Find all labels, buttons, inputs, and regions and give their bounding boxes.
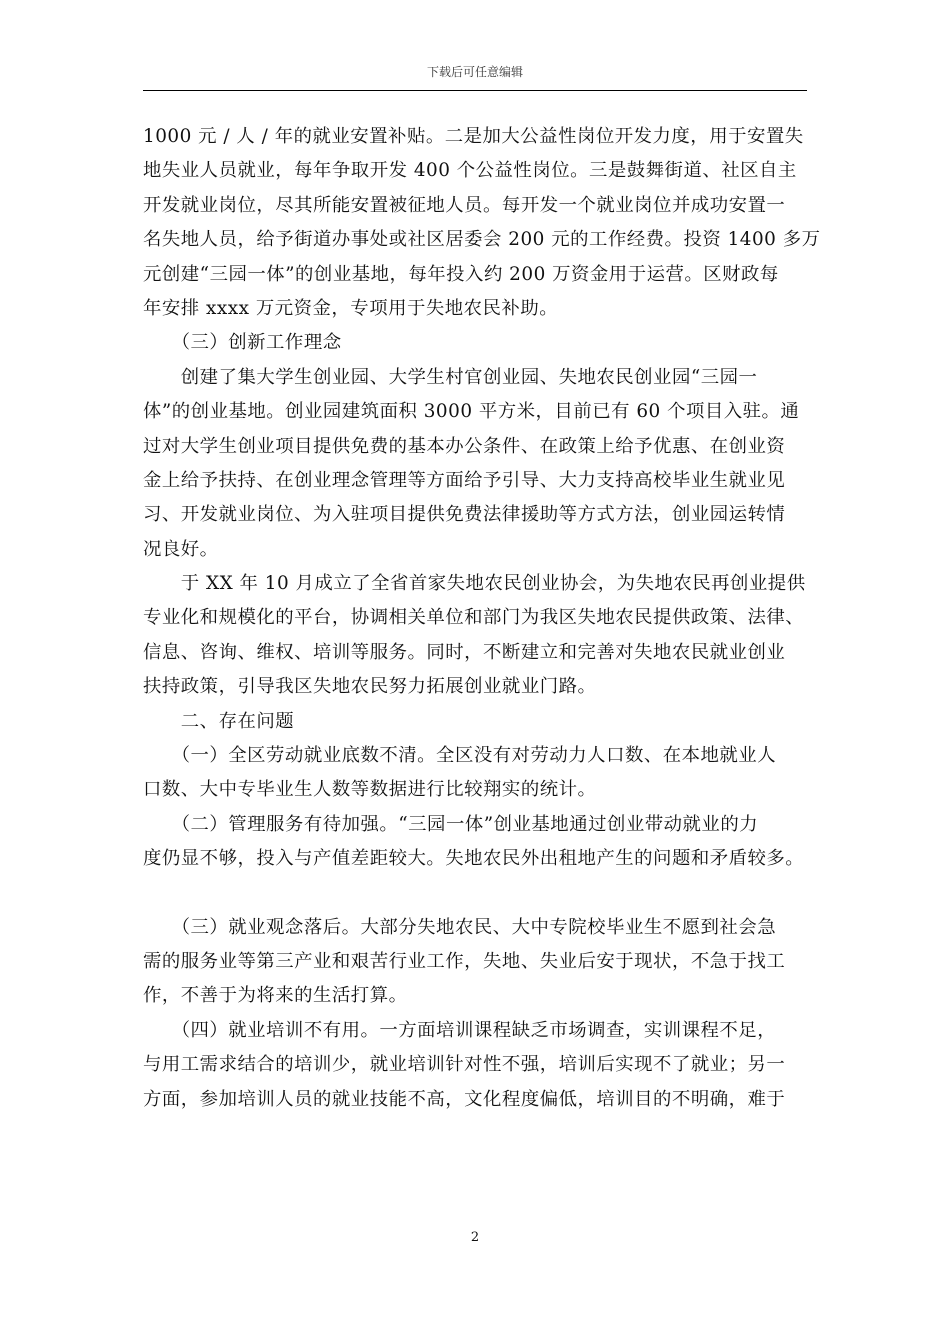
text-line: 体”的创业基地。创业园建筑面积 3000 平方米，目前已有 60 个项目入驻。通: [143, 401, 800, 423]
text-line: 元创建“三园一体”的创业基地，每年投入约 200 万资金用于运营。区财政每: [143, 263, 779, 285]
text-line: 开发就业岗位，尽其所能安置被征地人员。每开发一个就业岗位并成功安置一: [143, 194, 786, 216]
text-line: 方面，参加培训人员的就业技能不高，文化程度偏低，培训目的不明确，难于: [143, 1088, 786, 1110]
page-header: 下载后可任意编辑: [426, 65, 523, 79]
text-line: 信息、咨询、维权、培训等服务。同时，不断建立和完善对失地农民就业创业: [143, 641, 786, 663]
text-line: 于 XX 年 10 月成立了全省首家失地农民创业协会，为失地农民再创业提供: [143, 573, 806, 595]
text-line: 创建了集大学生创业园、大学生村官创业园、失地农民创业园“三园一: [143, 366, 758, 388]
text-line: 作，不善于为将来的生活打算。: [143, 985, 408, 1007]
page-number: 2: [470, 1230, 480, 1245]
text-line: 况良好。: [143, 538, 219, 560]
text-line: （一）全区劳动就业底数不清。全区没有对劳动力人口数、在本地就业人: [143, 745, 777, 767]
text-line: （三）就业观念落后。大部分失地农民、大中专院校毕业生不愿到社会急: [143, 916, 777, 938]
text-line: 专业化和规模化的平台，协调相关单位和部门为我区失地农民提供政策、法律、: [143, 607, 805, 629]
text-line: （二）管理服务有待加强。“三园一体”创业基地通过创业带动就业的力: [143, 813, 759, 835]
text-line: 需的服务业等第三产业和艰苦行业工作，失地、失业后安于现状，不急于找工: [143, 950, 786, 972]
text-line: 过对大学生创业项目提供免费的基本办公条件、在政策上给予优惠、在创业资: [143, 435, 786, 457]
text-line: 金上给予扶持、在创业理念管理等方面给予引导、大力支持高校毕业生就业见: [143, 469, 786, 491]
blank-line: [143, 877, 807, 911]
header-divider: [143, 90, 807, 91]
document-body: [143, 120, 821, 1117]
text-line: 地失业人员就业，每年争取开发 400 个公益性岗位。三是鼓舞街道、社区自主: [143, 160, 797, 182]
text-line: 1000 元 / 人 / 年的就业安置补贴。二是加大公益性岗位开发力度，用于安置失: [143, 126, 804, 147]
text-line: 扶持政策，引导我区失地农民努力拓展创业就业门路。: [143, 676, 597, 698]
text-line: 习、开发就业岗位、为入驻项目提供免费法律援助等方式方法，创业园运转情: [143, 504, 786, 526]
text-line: （四）就业培训不有用。一方面培训课程缺乏市场调查，实训课程不足，: [143, 1019, 777, 1041]
text-line: 名失地人员，给予街道办事处或社区居委会 200 元的工作经费。投资 1400 多万: [143, 229, 821, 251]
section-heading: 二、存在问题: [143, 710, 295, 732]
section-heading: （三）创新工作理念: [143, 332, 342, 354]
text-line: 年安排 xxxx 万元资金，专项用于失地农民补助。: [143, 297, 559, 319]
text-line: 度仍显不够，投入与产值差距较大。失地农民外出租地产生的问题和矛盾较多。: [143, 848, 805, 870]
text-line: 口数、大中专毕业生人数等数据进行比较翔实的统计。: [143, 779, 597, 801]
text-line: 与用工需求结合的培训少，就业培训针对性不强，培训后实现不了就业；另一: [143, 1054, 786, 1076]
